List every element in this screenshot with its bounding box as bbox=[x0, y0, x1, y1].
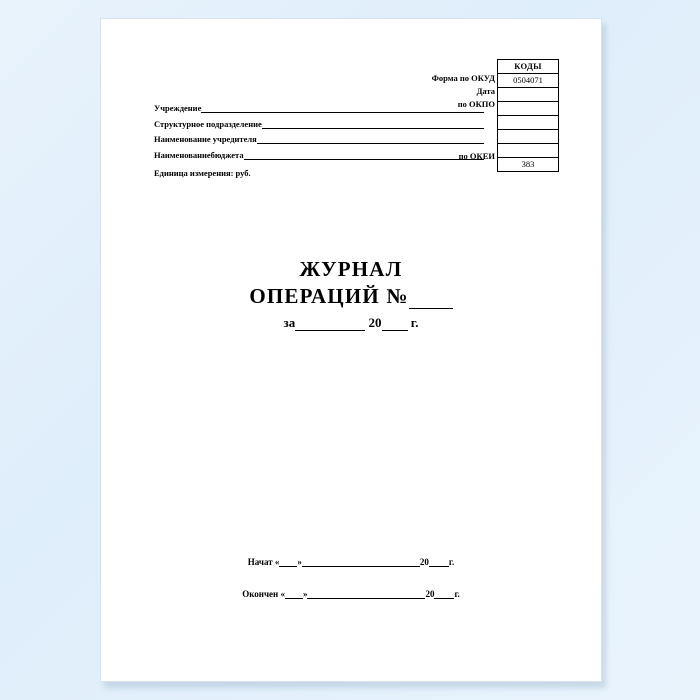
unit-of-measure-line: Единица измерения: руб. bbox=[154, 167, 251, 178]
footer-row-start bbox=[101, 557, 601, 567]
footer-start-suffix: г. bbox=[448, 557, 455, 567]
table-row bbox=[498, 116, 559, 130]
codes-value-empty-1[interactable] bbox=[498, 116, 559, 130]
table-row bbox=[498, 158, 559, 172]
footer-end-quote-open: « bbox=[280, 589, 285, 599]
title-operations-text: ОПЕРАЦИЙ № bbox=[249, 284, 409, 308]
codes-label-okpo: по ОКПО bbox=[457, 99, 495, 109]
field-row-founder bbox=[154, 134, 484, 144]
footer-start-quote-close: » bbox=[297, 557, 302, 567]
document-page-wrapper bbox=[100, 18, 602, 682]
document-header bbox=[101, 45, 601, 185]
field-input-budget[interactable] bbox=[244, 151, 484, 160]
footer-end-year-input[interactable] bbox=[434, 590, 454, 599]
field-input-institution[interactable] bbox=[201, 104, 484, 113]
title-operations-line bbox=[101, 284, 601, 309]
codes-value-okei[interactable]: 383 bbox=[498, 158, 559, 172]
period-year-prefix: 20 bbox=[368, 315, 382, 330]
table-row bbox=[498, 130, 559, 144]
field-label-subdivision: Структурное подразделение bbox=[154, 118, 262, 129]
field-label-budget: Наименованиебюджета bbox=[154, 149, 244, 160]
page-title: ЖУРНАЛ bbox=[299, 257, 403, 281]
period-month-input[interactable] bbox=[295, 320, 365, 331]
title-period-line bbox=[101, 315, 601, 331]
footer-start-day-input[interactable] bbox=[279, 558, 297, 567]
table-row bbox=[498, 144, 559, 158]
field-row-subdivision bbox=[154, 119, 484, 129]
footer-start-quote-open: « bbox=[274, 557, 280, 567]
codes-label-date: Дата bbox=[476, 86, 495, 96]
table-row bbox=[498, 102, 559, 116]
field-input-subdivision[interactable] bbox=[262, 120, 484, 129]
field-row-institution bbox=[154, 103, 484, 113]
codes-label-okud: Форма по ОКУД bbox=[431, 73, 495, 83]
field-label-founder: Наименование учредителя bbox=[154, 134, 257, 144]
codes-table-header: КОДЫ bbox=[498, 60, 559, 74]
footer-end-day-input[interactable] bbox=[285, 590, 303, 599]
codes-value-okud[interactable]: 0504071 bbox=[498, 74, 559, 88]
codes-table-header-row bbox=[498, 60, 559, 74]
document-footer bbox=[101, 557, 601, 621]
codes-value-date[interactable] bbox=[498, 88, 559, 102]
footer-start-year: 20 bbox=[419, 557, 429, 567]
table-row bbox=[498, 74, 559, 88]
footer-end-month-input[interactable] bbox=[307, 590, 425, 599]
footer-start-year-input[interactable] bbox=[429, 558, 449, 567]
footer-end-year: 20 bbox=[425, 589, 435, 599]
period-prefix: за bbox=[283, 315, 296, 330]
codes-label-okei: по ОКЕИ bbox=[458, 151, 495, 161]
field-row-budget bbox=[154, 150, 484, 160]
footer-end-suffix: г. bbox=[454, 589, 460, 599]
document-page bbox=[100, 18, 602, 682]
field-label-institution: Учреждение bbox=[154, 103, 202, 113]
institution-fields bbox=[154, 103, 484, 178]
codes-value-empty-2[interactable] bbox=[498, 130, 559, 144]
codes-value-empty-3[interactable] bbox=[498, 144, 559, 158]
period-year-input[interactable] bbox=[382, 320, 408, 331]
period-year-suffix: г. bbox=[410, 315, 419, 330]
footer-end-label: Окончен bbox=[242, 589, 279, 599]
footer-start-month-input[interactable] bbox=[302, 558, 420, 567]
field-input-founder[interactable] bbox=[257, 135, 484, 144]
footer-row-end bbox=[101, 589, 601, 599]
table-row bbox=[498, 88, 559, 102]
footer-end-quote-close: » bbox=[302, 589, 308, 599]
footer-start-label: Начат bbox=[247, 557, 273, 567]
codes-value-okpo[interactable] bbox=[498, 102, 559, 116]
journal-number-input[interactable] bbox=[409, 294, 453, 309]
codes-table bbox=[497, 59, 559, 172]
document-title-block bbox=[101, 257, 601, 331]
